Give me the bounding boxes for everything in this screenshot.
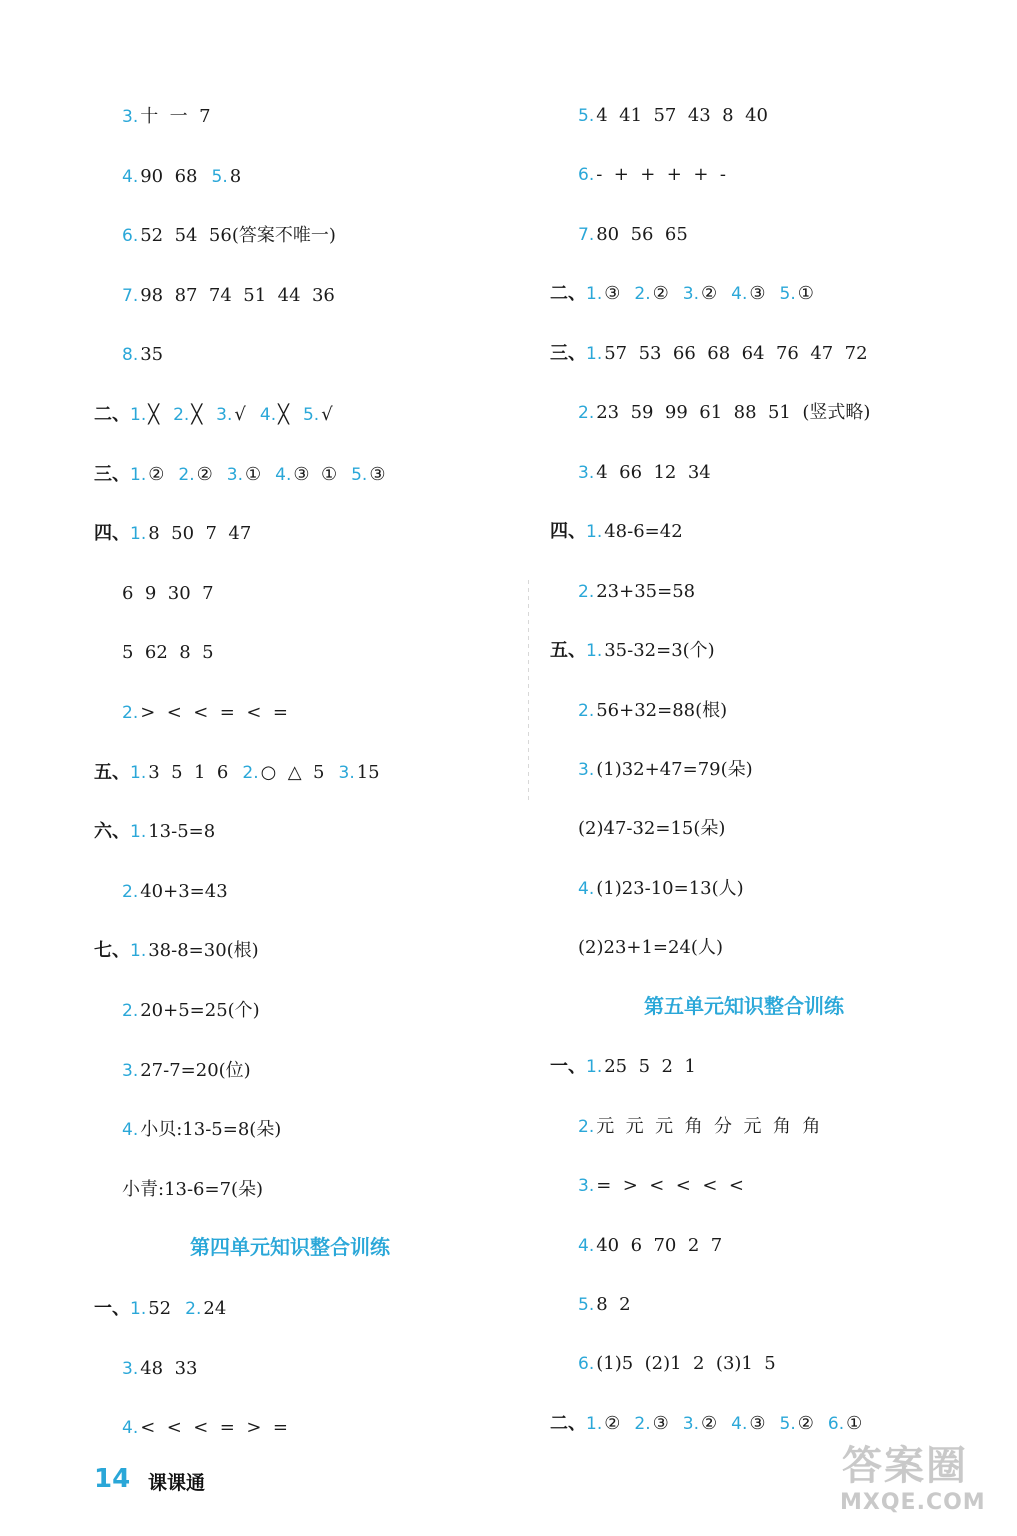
answer-line [94,460,385,490]
question-number: 1. [586,641,603,662]
answer-line [550,517,683,547]
answer-text: 57 53 66 68 64 76 47 72 [604,342,868,364]
question-number: 3. [338,762,355,783]
answer-text: √ [234,404,246,425]
answer-text: ③ [652,1412,669,1434]
answer-line [122,1175,263,1205]
question-number: 5. [578,1295,595,1315]
answer-text: ② [700,1412,718,1434]
answer-text: (2)47-32=15(朵) [578,818,726,840]
watermark [836,1430,1006,1526]
question-number: 4. [122,1418,139,1439]
question-number: 3. [682,1413,699,1434]
question-number: 2. [578,403,595,424]
section-number: 一、 [550,1056,586,1078]
answer-text: ② [652,283,669,305]
answer-text: 3 5 1 6 [148,761,229,783]
answer-line [578,755,753,785]
answer-text: 56+32=88(根) [596,699,728,721]
question-number: 3. [216,405,233,425]
answer-line [94,817,215,847]
answer-line [122,698,288,728]
question-number: 1. [586,343,603,364]
answer-text: ③ [604,283,621,305]
section-number: 一、 [94,1298,130,1319]
answer-line [122,102,211,132]
answer-text: 小贝:13-5=8(朵) [140,1119,282,1141]
answer-text: ② [700,283,718,305]
answer-text: ② [797,1412,814,1434]
question-number: 4. [259,405,277,425]
question-number: 1. [130,464,147,485]
answer-text: ╳ [278,404,289,425]
section-number: 五、 [94,761,130,783]
brand-name: 课课通 [148,1472,206,1494]
unit-heading: 第五单元知识整合训练 [644,993,844,1018]
answer-text: 48-6=42 [604,521,683,543]
answer-line [94,400,333,430]
answer-line [122,579,214,609]
answer-line [550,1052,696,1082]
question-number: 4. [731,284,748,305]
answer-line [578,814,725,844]
answer-line [550,339,868,369]
section-number: 二、 [550,283,586,305]
answer-text: 98 87 74 51 44 36 [140,284,335,306]
answer-text: 小青:13-6=7(朵) [122,1178,264,1200]
question-number: 4. [122,166,139,187]
answer-line [122,340,163,370]
answer-line [122,281,335,311]
question-number: 1. [586,1057,603,1078]
question-number: 1. [586,1413,603,1434]
answer-line [578,398,870,428]
answer-text: 80 56 65 [596,223,688,245]
answer-line [94,519,251,549]
question-number: 3. [226,464,243,485]
answer-line [578,933,723,963]
answer-text: 48 33 [140,1357,198,1379]
question-number: 3. [122,107,139,127]
question-number: 2. [173,405,190,425]
answer-text: 4 41 57 43 8 40 [596,105,768,126]
answer-line [550,636,715,666]
question-number: 1. [130,941,147,962]
answer-line [122,221,336,251]
answer-line [94,758,380,788]
answer-text: 8 2 [596,1294,631,1315]
question-number: 2. [122,1001,139,1021]
question-number: 2. [634,284,651,305]
question-number: 4. [122,1120,139,1141]
question-number: 7. [122,285,139,306]
answer-line [578,458,711,488]
answer-text: = > < < < < [596,1175,744,1197]
question-number: 3. [122,1060,139,1081]
answer-line [578,101,768,131]
question-number: 2. [578,700,595,721]
question-number: 1. [130,822,147,843]
question-number: 5. [578,106,595,126]
question-number: 6. [122,226,139,247]
question-number: 2. [178,464,195,485]
answer-text: ③ [749,283,766,305]
answer-text: ③ [749,1412,766,1434]
answer-line [578,1290,631,1320]
answer-line [578,696,727,726]
answer-text: > < < = < = [140,702,288,723]
answer-text: (2)23+1=24(人) [578,937,723,959]
question-number: 2. [578,581,595,602]
question-number: 1. [130,405,147,425]
question-number: 4. [275,464,292,485]
question-number: 5. [211,166,228,187]
answer-line [122,162,241,192]
answer-line [122,1413,288,1443]
question-number: 3. [578,462,595,483]
answer-text: 13-5=8 [148,821,216,843]
question-number: 1. [130,524,147,545]
section-number: 三、 [94,463,130,485]
question-number: 5. [302,405,320,425]
answer-line [578,1231,722,1261]
answer-line [578,1349,776,1379]
question-number: 1. [586,522,603,543]
answer-text: (1)23-10=13(人) [596,877,744,899]
question-number: 3. [122,1358,139,1379]
question-number: 1. [586,284,603,305]
question-number: 4. [578,878,595,899]
question-number: 6. [578,1354,595,1375]
answer-line [94,936,259,966]
answer-text: 35-32=3(个) [604,640,715,662]
question-number: 1. [130,1299,147,1319]
question-number: 2. [185,1299,202,1319]
answer-text: (1)32+47=79(朵) [596,758,753,780]
answer-line [94,1294,226,1324]
question-number: 3. [578,1176,595,1197]
answer-text: ③ ① [293,463,338,485]
answer-text: 90 68 [140,165,198,187]
answer-line [578,874,744,904]
answer-text: 20+5=25(个) [140,1000,260,1021]
answer-text: 40+3=43 [140,880,228,902]
answer-line [550,279,814,309]
answer-text: 35 [140,344,164,366]
section-number: 四、 [94,523,130,545]
answer-line [578,1171,744,1201]
answer-line [578,577,695,607]
column-divider [528,580,529,800]
answer-line [578,220,688,250]
answer-text: ① [797,283,814,305]
answer-text: ╳ [191,404,203,425]
question-number: 3. [682,284,699,305]
section-number: 五、 [550,640,586,662]
question-number: 2. [122,881,139,902]
answer-text: ╳ [148,404,160,425]
answer-text: √ [321,404,333,425]
answer-text: 8 [229,165,242,187]
answer-text: - + + + + - [596,164,726,186]
answer-text: < < < = > = [140,1417,288,1439]
answer-line [550,1409,862,1439]
answer-text: ② [196,463,213,485]
answer-text: 元 元 元 角 分 元 角 角 [596,1115,821,1137]
answer-line [578,1112,820,1142]
question-number: 4. [578,1235,595,1256]
section-number: 二、 [550,1412,586,1434]
question-number: 4. [731,1413,748,1434]
answer-line [578,160,726,190]
answer-text: ② [148,463,165,485]
unit-heading: 第四单元知识整合训练 [190,1235,390,1260]
page-number: 14 [94,1464,131,1494]
answer-text: ③ [369,463,386,485]
answer-line [122,638,214,668]
answer-line [122,877,228,907]
answer-line [122,996,260,1026]
answer-text: 27-7=20(位) [140,1059,251,1081]
question-number: 2. [634,1413,651,1434]
answer-text: ① [244,463,262,485]
question-number: 6. [578,165,595,186]
answer-text: 15 [356,761,380,783]
answer-line [122,1056,251,1086]
section-number: 七、 [94,940,130,962]
question-number: 1. [130,762,147,783]
question-number: 2. [578,1116,595,1137]
answer-text: 6 9 30 7 [122,582,214,604]
answer-text: 23 59 99 61 88 51 (竖式略) [596,402,871,424]
answer-text: 5 62 8 5 [122,642,214,664]
question-number: 6. [827,1413,845,1434]
answer-line [122,1115,281,1145]
question-number: 5. [779,1413,796,1434]
answer-text: 24 [203,1298,227,1319]
answer-text: 十 一 7 [140,106,211,127]
answer-text: ○ △ 5 [260,761,325,783]
answer-text: 25 5 2 1 [604,1056,696,1078]
answer-text: 4 66 12 34 [596,461,711,483]
answer-text: (1)5 (2)1 2 (3)1 5 [596,1353,776,1375]
answer-text: ① [846,1412,863,1434]
watermark-text: 答案圈 [842,1443,968,1489]
answer-text: 8 50 7 47 [148,523,252,545]
section-number: 四、 [550,521,586,543]
question-number: 2. [242,762,259,783]
section-number: 二、 [94,404,130,425]
question-number: 2. [122,703,139,723]
answer-text: 52 54 56(答案不唯一) [140,225,336,247]
answer-line [122,1354,198,1384]
answer-text: 52 [148,1298,172,1319]
section-number: 六、 [94,821,130,843]
answer-text: 38-8=30(根) [148,940,259,962]
answer-text: 23+35=58 [596,580,696,602]
question-number: 5. [779,284,796,305]
question-number: 3. [578,759,595,780]
question-number: 7. [578,224,595,245]
answer-text: 40 6 70 2 7 [596,1234,723,1256]
question-number: 8. [122,345,139,366]
answer-text: ② [604,1412,621,1434]
question-number: 5. [351,464,368,485]
watermark-url: MXQE.COM [840,1490,986,1515]
section-number: 三、 [550,342,586,364]
